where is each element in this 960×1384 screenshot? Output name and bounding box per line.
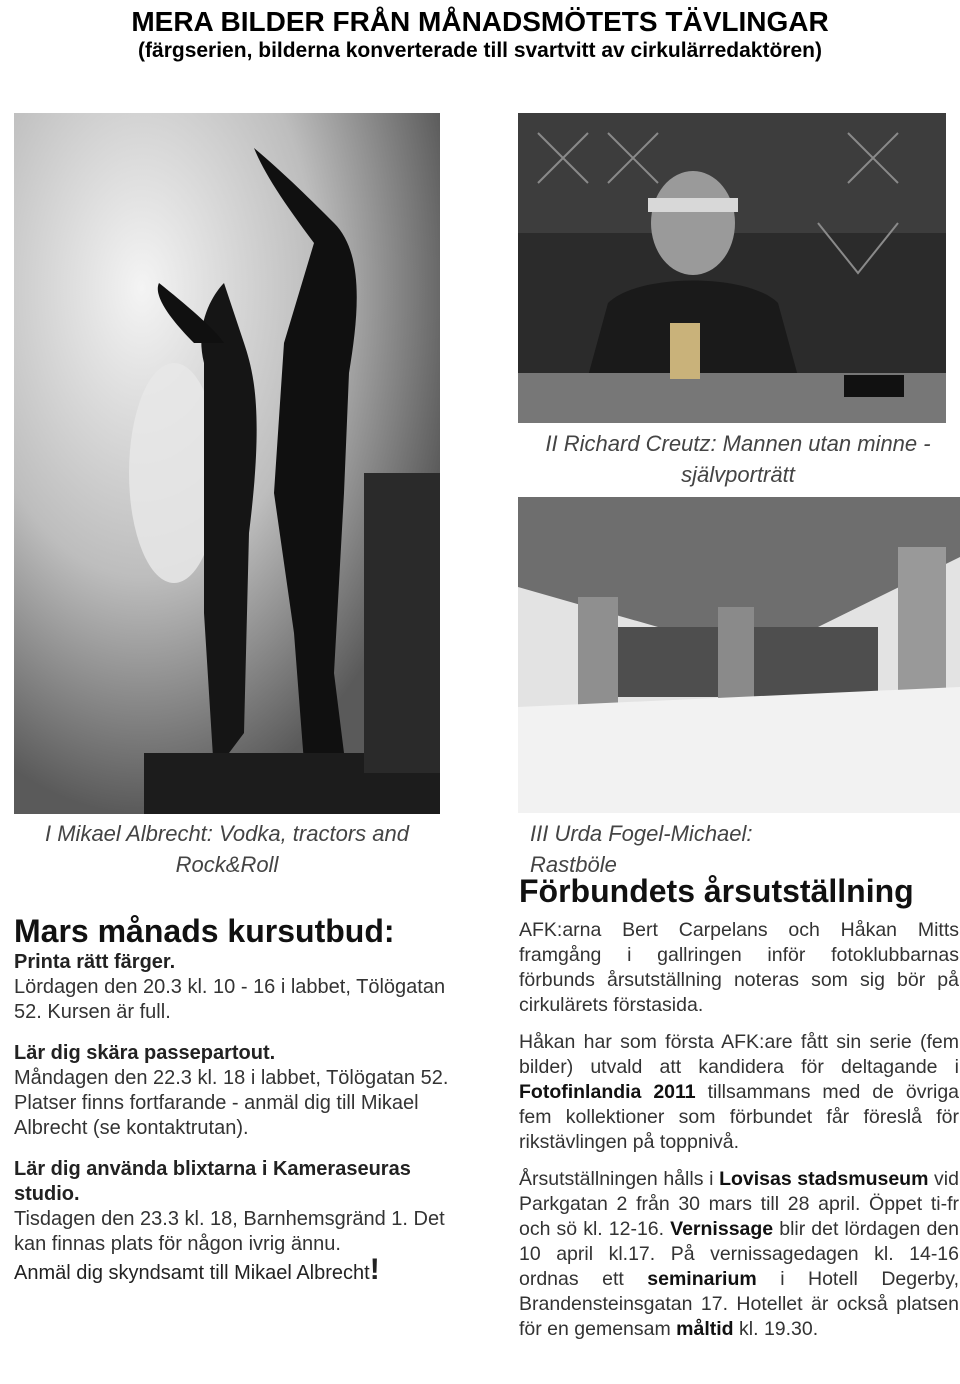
course-3-text: Tisdagen den 23.3 kl. 18, Barnhemsgränd 1. Det kan finnas plats för någon ivrig ännu. bbox=[14, 1208, 445, 1255]
course-3-signup bbox=[14, 1253, 454, 1286]
para-3-text-e: blir det lördagen den 10 april kl.17. På vernissagedagen kl. 14-16 ordnas ett bbox=[519, 1218, 960, 1290]
page-title: MERA BILDER FRÅN MÅNADSMÖTETS TÄVLINGAR bbox=[131, 6, 829, 37]
para-3-text-i: kl. 19.30. bbox=[733, 1318, 819, 1340]
seminar-label: seminarium bbox=[647, 1268, 757, 1290]
exhibition-para-3 bbox=[519, 1167, 959, 1342]
photo-bridge-caption: III Urda Fogel-Michael: Rastböle bbox=[530, 821, 753, 877]
para-2-text-a: Håkan har som första AFK:are fått sin serie (fem bilder) utvald att kandidera för deltagande i bbox=[519, 1031, 959, 1078]
course-3-exclamation: ! bbox=[369, 1253, 380, 1286]
exhibition-section bbox=[519, 872, 959, 1354]
page-header bbox=[0, 6, 960, 64]
para-3-text-c: vid Parkgatan 2 från 30 mars till 28 april. Öppet ti-fr och sö kl. 12-16. bbox=[519, 1168, 959, 1240]
course-3-head: Lär dig använda blixtarna i Kameraseuras studio. bbox=[14, 1158, 411, 1205]
course-2-text: Måndagen den 22.3 kl. 18 i labbet, Tölögatan 52. Platser finns fortfarande - anmäl dig till Mikael Albrecht (se kontaktrutan). bbox=[14, 1067, 449, 1139]
course-3 bbox=[14, 1157, 454, 1286]
para-3-text-a: Årsutställningen hålls i bbox=[519, 1168, 720, 1190]
course-2-head: Lär dig skära passepartout. bbox=[14, 1042, 276, 1064]
photo-portrait-caption: II Richard Creutz: Mannen utan minne - självporträtt bbox=[545, 431, 931, 487]
photo-bridge-image bbox=[518, 497, 960, 813]
course-1 bbox=[14, 950, 454, 1025]
photo-concert-caption: I Mikael Albrecht: Vodka, tractors and Rock&Roll bbox=[45, 821, 409, 877]
course-section bbox=[14, 912, 454, 1286]
fotofinlandia-label: Fotofinlandia 2011 bbox=[519, 1081, 696, 1103]
photo-concert-image bbox=[14, 113, 440, 814]
exhibition-title: Förbundets årsutställning bbox=[519, 873, 914, 909]
meal-label: måltid bbox=[676, 1318, 734, 1340]
exhibition-para-2 bbox=[519, 1030, 959, 1155]
course-1-text: Lördagen den 20.3 kl. 10 - 16 i labbet, Tölögatan 52. Kursen är full. bbox=[14, 976, 446, 1023]
photo-portrait-image bbox=[518, 113, 946, 423]
photo-portrait bbox=[518, 113, 946, 423]
para-3-text-g: i Hotell Degerby, Brandensteinsgatan 17. Hotellet är också platsen för en gemensam bbox=[519, 1268, 959, 1340]
course-title: Mars månads kursutbud: bbox=[14, 913, 395, 949]
para-2-text-c: tillsammans med de övriga fem kollektioner som förbundet får föreslå för rikstävlingen på toppnivå. bbox=[519, 1081, 960, 1153]
course-2 bbox=[14, 1041, 454, 1141]
page-subtitle: (färgserien, bilderna konverterade till svartvitt av cirkulärredaktören) bbox=[138, 39, 822, 62]
exhibition-para-1: AFK:arna Bert Carpelans och Håkan Mitts framgång i gallringen inför fotoklubbarnas förbunds årsutställning noteras som sig bör på cirkulärets förstasida. bbox=[519, 919, 959, 1016]
course-3-signup-text: Anmäl dig skyndsamt till Mikael Albrecht bbox=[14, 1262, 370, 1284]
museum-label: Lovisas stadsmuseum bbox=[719, 1168, 929, 1190]
course-1-head: Printa rätt färger. bbox=[14, 951, 176, 973]
vernissage-label: Vernissage bbox=[670, 1218, 774, 1240]
photo-bridge bbox=[518, 497, 960, 813]
photo-concert bbox=[14, 113, 440, 814]
